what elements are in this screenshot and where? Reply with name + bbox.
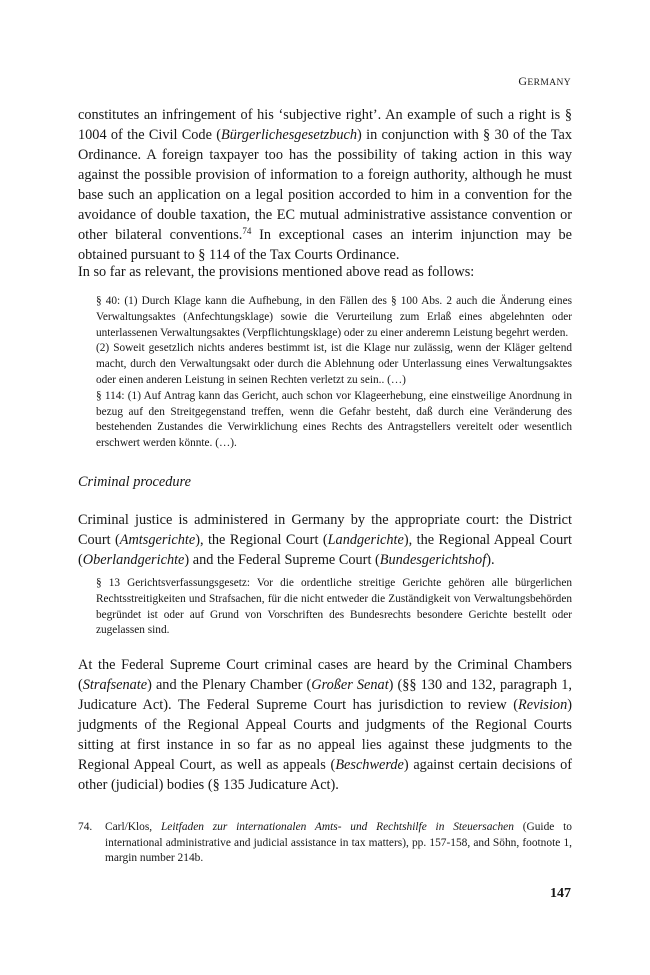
block-quote-judicature-act [96, 576, 572, 639]
footnote-74 [78, 820, 572, 867]
quote-paragraph-114: § 114: (1) Auf Antrag kann das Gericht, auch schon vor Klageerhebung, eine einstweilige Anordnung in bezug auf den Streitgegenstand treffen, wenn die Gefahr besteht, daß durch eine Veränderung des bestehenden Zustandes die Verwirklichung eines Rechts des Antragstellers vereitelt oder wesentlich erschwert werden könnte. (…). [96, 389, 572, 450]
section-heading: Criminal procedure [78, 474, 191, 490]
paragraph-subjective-right: constitutes an infringement of his ‘subjective right’. An example of such a right is § 1004 of the Civil Code (Bürgerlichesgesetzbuch) in conjunction with § 30 of the Tax Ordinance. A foreign taxpayer too has the possibility of taking action in this way against the possible provision of information to a foreign authority, although he must base such an application on a legal position accorded to him in a convention for the avoidance of double taxation, the EC mutual administrative assistance convention or other bilateral conventions.$^{74}$ In exceptional cases an interim injunction may be obtained pursuant to § 114 of the Tax Courts Ordinance. [78, 107, 573, 263]
paragraph-federal-supreme-court: At the Federal Supreme Court criminal cases are heard by the Criminal Chambers (Strafsenate) and the Plenary Chamber (Großer Senat) (§§ 130 and 132, paragraph 1, Judicature Act). The Federal Supreme Court has jurisdiction to review (Revision) judgments of the Regional Appeal Courts and judgments of the Regional Courts sitting at first instance in so far as no appeal lies against these judgments to the Regional Appeal Court, as well as appeals (Beschwerde) against certain decisions of other (judicial) bodies (§ 135 Judicature Act). [78, 657, 572, 793]
running-head: GERMANY [518, 74, 571, 88]
page-number: 147 [550, 886, 571, 901]
footnote-text: Carl/Klos, Leitfaden zur internationalen Amts- und Rechtshilfe in Steuersachen (Guide to international administrative and judicial assistance in tax matters), pp. 157-158, and Söhn, footnote 1, margin number 214b. [105, 821, 572, 865]
footnote-number: 74. [78, 821, 93, 833]
quote-paragraph-40-2: (2) Soweit gesetzlich nichts anderes bestimmt ist, ist die Klage nur zulässig, wenn der Kläger geltend macht, durch den Verwaltungsakt oder durch die Ablehnung oder Unterlassung eines Verwaltungsaktes oder einen anderen Leistung in seinen Rechten verletzt zu sein.. (…) [96, 342, 572, 386]
footnote-reference[interactable]: 74 [242, 226, 252, 236]
block-quote-tax-courts-ordinance [96, 294, 572, 452]
quote-paragraph-40-1: § 40: (1) Durch Klage kann die Aufhebung, in den Fällen des § 100 Abs. 2 auch die Änderung eines Verwaltungsaktes (Anfechtungsklage) sowie die Verurteilung zum Erlaß eines abgelehnten oder unterlassenen Verwaltungsaktes (Verpflichtungsklage) oder zu einer anderemn Leistung begehrt werden. [96, 295, 572, 339]
paragraph-provisions-intro: In so far as relevant, the provisions mentioned above read as follows: [78, 264, 475, 280]
paragraph-criminal-justice: Criminal justice is administered in Germany by the appropriate court: the District Court (Amtsgerichte), the Regional Court (Landgerichte), the Regional Appeal Court (Oberlandgerichte) and the Federal Supreme Court (Bundesgerichtshof). [78, 512, 573, 568]
quote-paragraph-13: § 13 Gerichtsverfassungsgesetz: Vor die ordentliche streitige Gerichte gehören alle bürgerlichen Rechtsstreitigkeiten und Strafsachen, für die nicht entweder die Zuständigkeit von Verwaltungsbehörden begründet ist oder auf Grund von Vorschriften des Bundesrechts besondere Gerichte bestellt oder zugelassen sind. [96, 577, 572, 637]
